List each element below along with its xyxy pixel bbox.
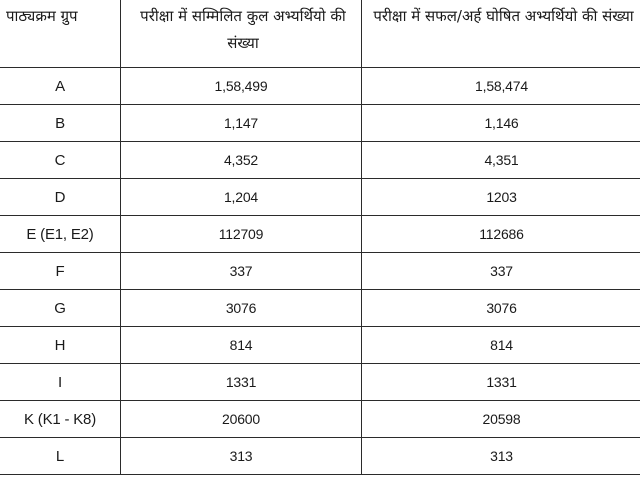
cell-group: K (K1 - K8) bbox=[0, 401, 121, 438]
cell-appeared: 337 bbox=[121, 253, 362, 290]
table-row bbox=[0, 105, 640, 142]
cell-passed: 1,146 bbox=[362, 105, 640, 142]
cell-group: D bbox=[0, 179, 121, 216]
cell-passed: 3076 bbox=[362, 290, 640, 327]
cell-appeared: 112709 bbox=[121, 216, 362, 253]
cell-passed: 337 bbox=[362, 253, 640, 290]
header-candidates-passed: परीक्षा में सफल/अर्ह घोषित अभ्यर्थियो की संख्या bbox=[362, 0, 640, 68]
cell-group: F bbox=[0, 253, 121, 290]
cell-passed: 20598 bbox=[362, 401, 640, 438]
cell-passed: 112686 bbox=[362, 216, 640, 253]
table-row bbox=[0, 216, 640, 253]
cell-appeared: 814 bbox=[121, 327, 362, 364]
cell-appeared: 3076 bbox=[121, 290, 362, 327]
table-row bbox=[0, 179, 640, 216]
cell-appeared: 1,58,499 bbox=[121, 68, 362, 105]
cell-group: G bbox=[0, 290, 121, 327]
table-row bbox=[0, 327, 640, 364]
cell-passed: 1203 bbox=[362, 179, 640, 216]
cell-appeared: 313 bbox=[121, 438, 362, 475]
table-row bbox=[0, 253, 640, 290]
table-row bbox=[0, 401, 640, 438]
cell-passed: 1331 bbox=[362, 364, 640, 401]
cell-group: L bbox=[0, 438, 121, 475]
cell-passed: 313 bbox=[362, 438, 640, 475]
cell-passed: 1,58,474 bbox=[362, 68, 640, 105]
cell-appeared: 20600 bbox=[121, 401, 362, 438]
header-row bbox=[0, 0, 640, 68]
cell-passed: 814 bbox=[362, 327, 640, 364]
cell-group: C bbox=[0, 142, 121, 179]
header-course-group: पाठ्यक्रम ग्रुप bbox=[0, 0, 121, 68]
cell-appeared: 1331 bbox=[121, 364, 362, 401]
header-candidates-appeared: परीक्षा में सम्मिलित कुल अभ्यर्थियो की संख्या bbox=[121, 0, 362, 68]
table-row bbox=[0, 438, 640, 475]
cell-group: E (E1, E2) bbox=[0, 216, 121, 253]
cell-group: A bbox=[0, 68, 121, 105]
cell-appeared: 1,204 bbox=[121, 179, 362, 216]
cell-group: H bbox=[0, 327, 121, 364]
cell-group: I bbox=[0, 364, 121, 401]
table-row bbox=[0, 142, 640, 179]
table-row bbox=[0, 290, 640, 327]
cell-group: B bbox=[0, 105, 121, 142]
cell-passed: 4,351 bbox=[362, 142, 640, 179]
table-row bbox=[0, 364, 640, 401]
table-row bbox=[0, 68, 640, 105]
cell-appeared: 4,352 bbox=[121, 142, 362, 179]
cell-appeared: 1,147 bbox=[121, 105, 362, 142]
